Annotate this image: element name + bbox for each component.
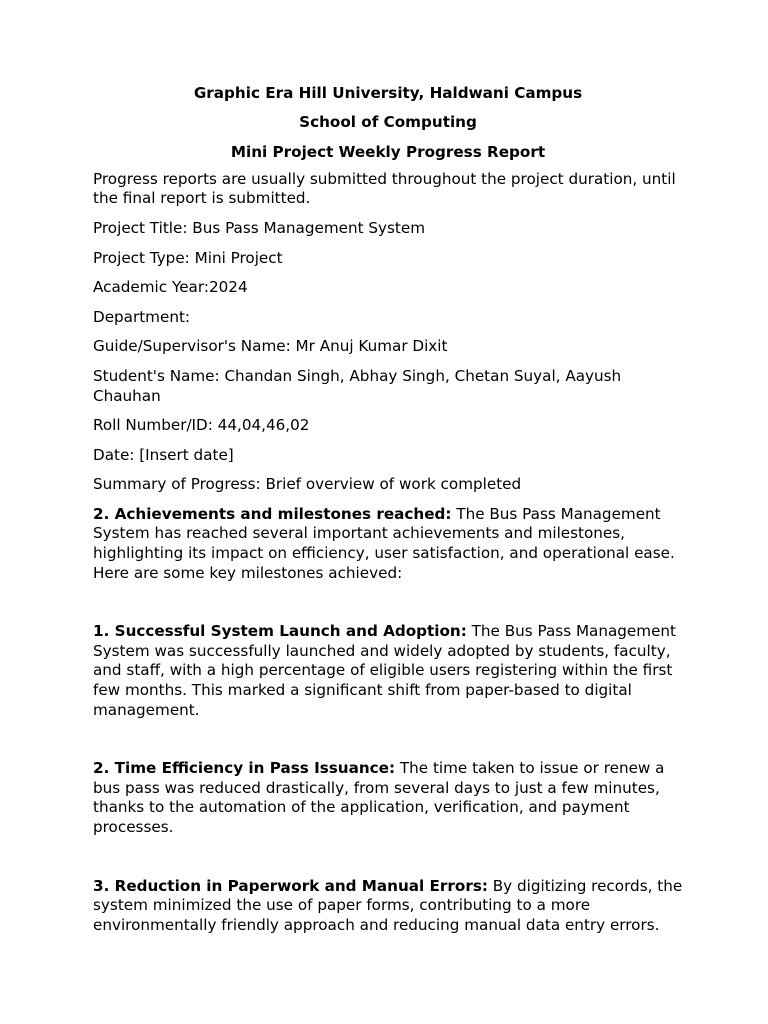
- milestone-heading: 1. Successful System Launch and Adoption:: [93, 622, 467, 641]
- guide-field: Guide/Supervisor's Name: Mr Anuj Kumar Dixit: [93, 337, 448, 356]
- students-field: Student's Name: Chandan Singh, Abhay Singh, Chetan Suyal, Aayush Chauhan: [93, 366, 622, 405]
- school-heading: School of Computing: [299, 113, 477, 132]
- summary-field: Summary of Progress: Brief overview of work completed: [93, 475, 522, 494]
- milestone-heading: 3. Reduction in Paperwork and Manual Errors:: [93, 876, 488, 895]
- milestone-item: [93, 877, 683, 936]
- university-heading: Graphic Era Hill University, Haldwani Campus: [193, 84, 583, 102]
- milestone-item: [93, 622, 683, 720]
- achievements-text: The Bus Pass Management System has reached several important achievements and milestones, highlighting its impact on efficiency, user satisfaction, and operational ease. Here are some key milestones achieved:: [93, 504, 675, 582]
- milestone-item: [93, 759, 683, 837]
- project-type-field: Project Type: Mini Project: [93, 248, 283, 267]
- achievements-heading: 2. Achievements and milestones reached:: [93, 504, 452, 523]
- project-title-field: Project Title: Bus Pass Management System: [93, 218, 426, 237]
- document-page: [93, 84, 683, 945]
- report-title: Mini Project Weekly Progress Report: [230, 142, 546, 161]
- milestone-text: By digitizing records, the system minimized the use of paper forms, contributing to a more environmentally friendly approach and reducing manual data entry errors.: [93, 876, 683, 934]
- date-field: Date: [Insert date]: [93, 445, 234, 464]
- department-field: Department:: [93, 307, 191, 326]
- achievements-section: [93, 505, 683, 583]
- milestone-text: The time taken to issue or renew a bus pass was reduced drastically, from several days to just a few minutes, thanks to the automation of the application, verification, and payment processes.: [93, 759, 665, 837]
- academic-year-field: Academic Year:2024: [93, 278, 248, 297]
- milestone-heading: 2. Time Efficiency in Pass Issuance:: [93, 759, 396, 778]
- roll-number-field: Roll Number/ID: 44,04,46,02: [93, 416, 310, 435]
- milestone-text: The Bus Pass Management System was successfully launched and widely adopted by students, faculty, and staff, with a high percentage of eligible users registering within the first few months. This marked a significant shift from paper-based to digital management.: [93, 622, 676, 719]
- intro-paragraph: Progress reports are usually submitted throughout the project duration, until the final report is submitted.: [93, 169, 676, 208]
